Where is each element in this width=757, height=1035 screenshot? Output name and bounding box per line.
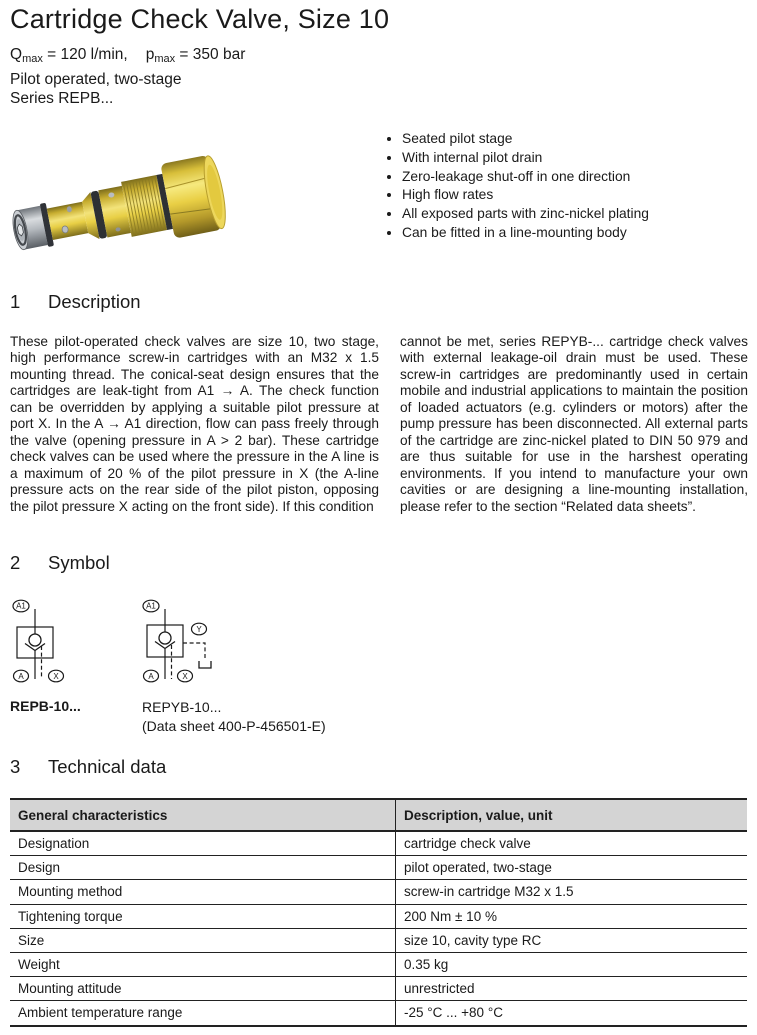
section-heading-technical-data [10,756,166,778]
port-label-x: X [53,671,59,681]
row-value: cartridge check valve [396,831,748,856]
feature-item: • Zero-leakage shut-off in one direction [402,168,757,187]
section-title: Symbol [48,552,110,573]
row-label: Mounting method [10,880,396,904]
row-label: Tightening torque [10,904,396,928]
row-label: Ambient temperature range [10,1001,396,1026]
section-heading-description [10,291,141,313]
feature-item: • High flow rates [402,186,757,205]
section-title: Description [48,291,141,312]
table-row [10,904,747,928]
q-subscript: max [22,53,43,65]
technical-data-table [10,798,747,1027]
port-label-a: A [148,671,154,681]
column-header-value: Description, value, unit [396,799,748,831]
table-row [10,952,747,976]
product-photo [6,118,258,276]
spec-line-operation: Pilot operated, two-stage [10,70,182,88]
table-row [10,1001,747,1026]
table-row [10,856,747,880]
description-column-left: These pilot-operated check valves are size 10, two stage, high performance screw-in cartridges with an M32 x 1.5 mounting thread. The conical-seat design ensures that the cartridges are leak-tight from A1 → A. The check function can be overridden by applying a suitable pilot pressure at port X. In the A → A1 direction, flow can pass freely through the valve (opening pressure in A > 2 bar). These cartridge check valves can be used where the pressure in the A line is a maximum of 20 % of the pilot pressure in X (the A-line pressure acts on the rear side of the pilot piston, opposing the pilot pressure X acting on the front side). If this condition [10,334,379,514]
section-title: Technical data [48,756,167,777]
description-column-right: cannot be met, series REPYB-... cartridge check valves with external leakage-oil drain must be used. These screw-in cartridges are predominantly used in certain mobile and industrial applications to maintain the position of loaded actuators (e.g. cylinders or motors) after the pump pressure has been disconnected. All external parts of the cartridge are zinc-nickel plated to DIN 50 979 and are thus suitable for use in the harshest operating environments. If you intend to manufacture your own cavities or are designing a line-mounting installation, please refer to the section “Related data sheets”. [400,334,748,514]
feature-item: • Can be fitted in a line-mounting body [402,224,757,243]
section-number: 3 [10,756,21,777]
port-label-y: Y [196,624,202,634]
model-label-repyb [142,698,326,735]
spec-line-series: Series REPB... [10,90,114,107]
row-label: Designation [10,831,396,856]
section-heading-symbol [10,552,110,574]
row-label: Design [10,856,396,880]
port-label-a1: A1 [146,601,156,611]
row-label: Size [10,928,396,952]
table-row [10,880,747,904]
feature-list [389,130,757,243]
port-label-a1: A1 [16,601,26,611]
q-value: = 120 l/min, [42,46,128,63]
page-title: Cartridge Check Valve, Size 10 [10,4,390,34]
port-label-x: X [182,671,188,681]
feature-item: • Seated pilot stage [402,130,757,149]
section-number: 1 [10,291,21,312]
row-value: 200 Nm ± 10 % [396,904,748,928]
feature-item: • With internal pilot drain [402,149,757,168]
spec-line-qp [10,45,245,70]
row-value: size 10, cavity type RC [396,928,748,952]
q-symbol: Q [10,46,23,63]
repyb-hydraulic-symbol [138,592,258,692]
feature-item: • All exposed parts with zinc-nickel plating [402,205,757,224]
port-label-a: A [18,671,24,681]
row-label: Mounting attitude [10,977,396,1001]
row-value: unrestricted [396,977,748,1001]
row-value: 0.35 kg [396,952,748,976]
tank-drain-symbol [199,661,211,668]
table-row [10,977,747,1001]
table-row [10,928,747,952]
table-header-row [10,799,747,831]
table-row [10,831,747,856]
model-label-repyb-name: REPYB-10... [142,699,222,715]
spec-lines [10,45,245,109]
column-header-characteristics: General characteristics [10,799,396,831]
p-symbol: p [145,46,155,63]
p-subscript: max [154,53,176,65]
row-value: -25 °C ... +80 °C [396,1001,748,1026]
section-number: 2 [10,552,21,573]
model-label-repb: REPB-10... [10,698,81,714]
p-value: = 350 bar [175,46,246,63]
model-label-repyb-datasheet: (Data sheet 400-P-456501-E) [142,717,326,734]
repb-hydraulic-symbol [8,592,108,692]
row-label: Weight [10,952,396,976]
row-value: pilot operated, two-stage [396,856,748,880]
row-value: screw-in cartridge M32 x 1.5 [396,880,748,904]
